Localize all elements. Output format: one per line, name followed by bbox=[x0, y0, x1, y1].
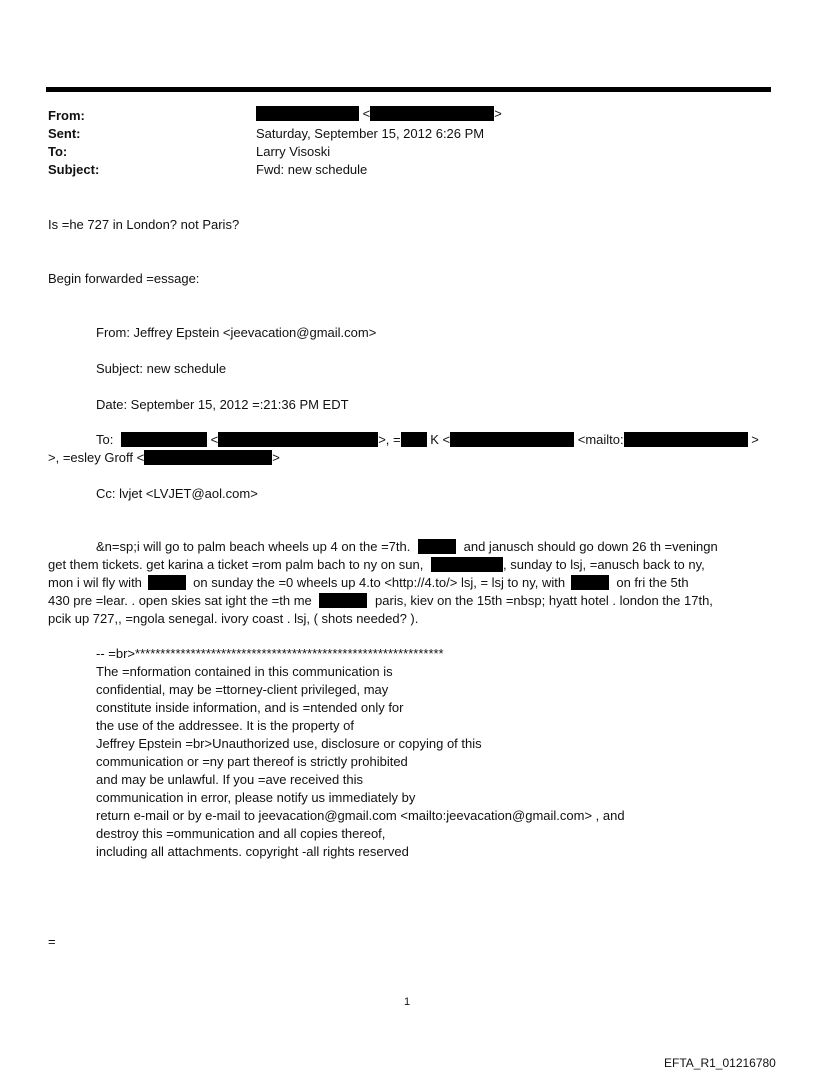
message-text: and janusch should go down 26 th =veningn bbox=[463, 539, 718, 554]
redaction-block bbox=[121, 432, 207, 447]
disclaimer-line: -- =br>************************************************************* bbox=[96, 646, 444, 661]
disclaimer-line: The =nformation contained in this communication is bbox=[96, 664, 393, 679]
subject-label: Subject: bbox=[48, 162, 100, 177]
trailing-equals: = bbox=[48, 934, 56, 949]
message-text: , sunday to lsj, =anusch back to ny, bbox=[503, 557, 705, 572]
to-label: To: bbox=[48, 144, 68, 159]
disclaimer-line: constitute inside information, and is =ntended only for bbox=[96, 700, 404, 715]
from-label: From: bbox=[48, 108, 85, 123]
redaction-block bbox=[450, 432, 574, 447]
redaction-block bbox=[144, 450, 272, 465]
bates-number: EFTA_R1_01216780 bbox=[664, 1056, 776, 1070]
redaction-block bbox=[148, 575, 186, 590]
fwd-cc: Cc: lvjet <LVJET@aol.com> bbox=[96, 486, 258, 501]
fwd-to-k: K < bbox=[430, 432, 451, 447]
disclaimer-line: the use of the addressee. It is the property of bbox=[96, 718, 354, 733]
disclaimer-line: communication in error, please notify us immediately by bbox=[96, 790, 416, 805]
message-text: paris, kiev on the 15th =nbsp; hyatt hotel . london the 17th, bbox=[375, 593, 713, 608]
fwd-to-continued bbox=[48, 450, 280, 465]
fwd-to-lt: < bbox=[210, 432, 219, 447]
sent-value: Saturday, September 15, 2012 6:26 PM bbox=[256, 126, 485, 141]
message-line-3 bbox=[48, 574, 689, 592]
disclaimer-line: including all attachments. copyright -all rights reserved bbox=[96, 844, 409, 859]
message-text: &n=sp;i will go to palm beach wheels up 4 on the =7th. bbox=[96, 539, 411, 554]
message-text: on sunday the =0 wheels up 4.to <http://4.to/> lsj, = lsj to ny, with bbox=[193, 575, 566, 590]
redaction-block bbox=[218, 432, 378, 447]
message-line-4 bbox=[48, 592, 713, 610]
fwd-to-line bbox=[96, 432, 759, 447]
redaction-block bbox=[256, 106, 359, 121]
begin-forwarded: Begin forwarded =essage: bbox=[48, 271, 200, 286]
disclaimer-line: destroy this =ommunication and all copies thereof, bbox=[96, 826, 386, 841]
redaction-block bbox=[571, 575, 609, 590]
message-text: get them tickets. get karina a ticket =rom palm bach to ny on sun, bbox=[48, 557, 424, 572]
message-line-5: pcik up 727,, =ngola senegal. ivory coast . lsj, ( shots needed? ). bbox=[48, 611, 419, 626]
sent-label: Sent: bbox=[48, 126, 81, 141]
fwd-to-cont-a: >, =esley Groff < bbox=[48, 450, 145, 465]
fwd-to-gt: > bbox=[751, 432, 759, 447]
fwd-date: Date: September 15, 2012 =:21:36 PM EDT bbox=[96, 397, 349, 412]
message-text: on fri the 5th bbox=[616, 575, 689, 590]
disclaimer-line: return e-mail or by e-mail to jeevacation@gmail.com <mailto:jeevacation@gmail.com> , and bbox=[96, 808, 625, 823]
disclaimer-line: Jeffrey Epstein =br>Unauthorized use, disclosure or copying of this bbox=[96, 736, 482, 751]
to-value: Larry Visoski bbox=[256, 144, 331, 159]
fwd-to-cont-b: > bbox=[272, 450, 280, 465]
fwd-to-sep: >, = bbox=[378, 432, 401, 447]
message-line-2 bbox=[48, 556, 705, 574]
message-line-1 bbox=[96, 538, 718, 556]
from-gt: > bbox=[494, 106, 502, 121]
from-lt: < bbox=[362, 106, 371, 121]
disclaimer-line: and may be unlawful. If you =ave received this bbox=[96, 772, 364, 787]
redaction-block bbox=[418, 539, 456, 554]
subject-value: Fwd: new schedule bbox=[256, 162, 368, 177]
message-text: 430 pre =lear. . open skies sat ight the =th me bbox=[48, 593, 312, 608]
redaction-block bbox=[370, 106, 494, 121]
fwd-to-label: To: bbox=[96, 432, 114, 447]
disclaimer-line: communication or =ny part thereof is strictly prohibited bbox=[96, 754, 408, 769]
question-line: Is =he 727 in London? not Paris? bbox=[48, 217, 240, 232]
redaction-block bbox=[401, 432, 427, 447]
message-text: mon i wil fly with bbox=[48, 575, 142, 590]
fwd-subject: Subject: new schedule bbox=[96, 361, 227, 376]
fwd-to-mailto: <mailto: bbox=[577, 432, 624, 447]
redaction-block bbox=[624, 432, 748, 447]
page-number: 1 bbox=[404, 996, 411, 1008]
redaction-block bbox=[319, 593, 367, 608]
disclaimer-block bbox=[96, 645, 625, 861]
redaction-block bbox=[431, 557, 503, 572]
disclaimer-line: confidential, may be =ttorney-client privileged, may bbox=[96, 682, 389, 697]
from-value bbox=[256, 106, 502, 121]
fwd-from: From: Jeffrey Epstein <jeevacation@gmail.com> bbox=[96, 325, 377, 340]
header-rule bbox=[46, 87, 771, 92]
